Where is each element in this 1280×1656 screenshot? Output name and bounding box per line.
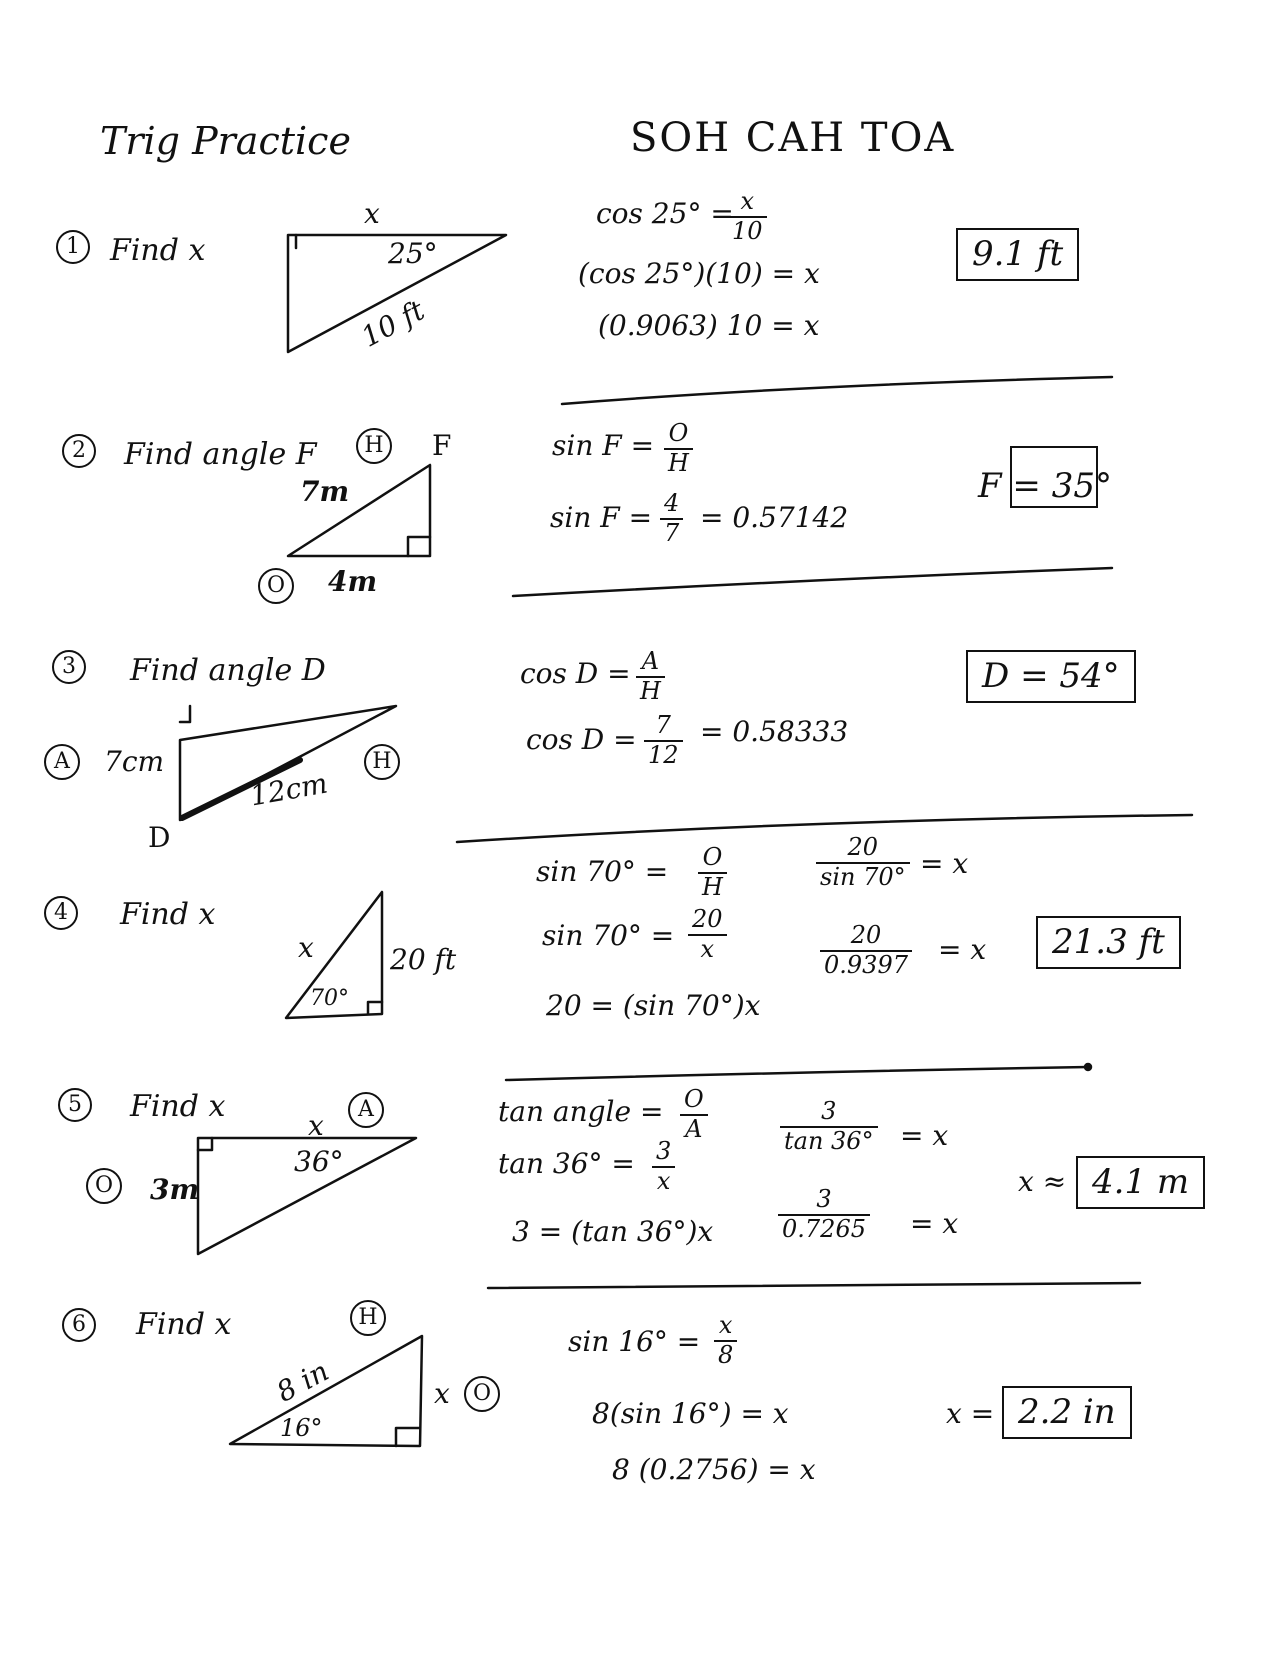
problem-2-work-fraction2 xyxy=(660,490,683,547)
problem-5-work-result1: = x xyxy=(900,1119,949,1152)
fraction-denominator: x xyxy=(656,1166,671,1195)
fraction-denominator: sin 70° xyxy=(820,862,906,891)
problem-4-work-fraction4 xyxy=(820,922,912,979)
problem-6-work-line2: 8(sin 16°) = x xyxy=(592,1397,789,1430)
problem-5-prompt: Find x xyxy=(130,1089,226,1124)
fraction-numerator: 20 xyxy=(688,906,727,936)
problem-1-answer-box: 9.1 ft xyxy=(956,228,1079,281)
page-title: Trig Practice xyxy=(100,119,351,163)
fraction-denominator: H xyxy=(640,676,661,705)
problem-3-vertex-label: D xyxy=(148,821,171,854)
problem-5-number: 5 xyxy=(58,1088,92,1122)
problem-2-work-line2a: sin F = xyxy=(550,501,653,534)
problem-1-work-line1: cos 25° = xyxy=(596,197,734,230)
problem-3-label-hyp: 12cm xyxy=(247,766,331,813)
fraction-numerator: 20 xyxy=(820,922,912,952)
fraction-numerator: O xyxy=(698,844,727,874)
problem-2-label-hyp: 7m xyxy=(300,475,350,508)
problem-6-prompt: Find x xyxy=(136,1307,232,1342)
problem-4-work-fraction3 xyxy=(816,834,910,891)
problem-6-number: 6 xyxy=(62,1308,96,1342)
problem-1-label-hyp: 10 ft xyxy=(355,293,430,354)
fraction-numerator: 3 xyxy=(652,1138,675,1168)
problem-1-work-line3: (0.9063) 10 = x xyxy=(598,309,820,342)
problem-6-h-marker: H xyxy=(350,1300,386,1336)
problem-5-label-side: 3m xyxy=(150,1173,200,1206)
problem-5-label-angle: 36° xyxy=(294,1145,344,1178)
problem-6-work-line3: 8 (0.2756) = x xyxy=(612,1453,816,1486)
problem-2-work-line1: sin F = xyxy=(552,429,655,462)
problem-3-a-marker: A xyxy=(44,744,80,780)
problem-6-answer-prefix: x = xyxy=(946,1397,995,1430)
problem-1-work-fraction xyxy=(728,188,767,245)
divider-2 xyxy=(513,568,1112,596)
fraction-denominator: 12 xyxy=(648,740,679,769)
problem-6-label-hyp: 8 in xyxy=(271,1354,335,1409)
fraction-denominator: 0.9397 xyxy=(824,950,908,979)
problem-2-label-base: 4m xyxy=(328,565,378,598)
fraction-denominator: tan 36° xyxy=(784,1126,874,1155)
problem-2-answer-box xyxy=(1010,446,1098,508)
problem-5-a-marker: A xyxy=(348,1092,384,1128)
problem-3-work-line2a: cos D = xyxy=(526,723,637,756)
problem-3-work-fraction1 xyxy=(636,648,665,705)
problem-4-work-fraction1 xyxy=(698,844,727,901)
problem-4-label-side: 20 ft xyxy=(390,943,457,976)
problem-4-answer-box: 21.3 ft xyxy=(1036,916,1181,969)
problem-5-work-line2a: tan 36° = xyxy=(498,1147,635,1180)
divider-4 xyxy=(506,1067,1088,1080)
problem-3-work-fraction2 xyxy=(644,712,683,769)
problem-5-answer-box: 4.1 m xyxy=(1076,1156,1205,1209)
problem-4-work-line3: 20 = (sin 70°)x xyxy=(546,989,761,1022)
problem-3-work-line1: cos D = xyxy=(520,657,631,690)
problem-4-work-result1: = x xyxy=(920,847,969,880)
fraction-denominator: H xyxy=(702,872,723,901)
problem-2-number: 2 xyxy=(62,434,96,468)
problem-3-prompt: Find angle D xyxy=(130,653,326,688)
problem-2-work-fraction1 xyxy=(664,420,693,477)
problem-4-work-result2: = x xyxy=(938,933,987,966)
problem-6-work-fraction1 xyxy=(714,1312,737,1369)
problem-3-answer-box: D = 54° xyxy=(966,650,1136,703)
divider-1 xyxy=(562,377,1112,404)
problem-5-o-marker: O xyxy=(86,1168,122,1204)
problem-5-work-fraction3 xyxy=(780,1098,878,1155)
fraction-numerator: O xyxy=(664,420,693,450)
fraction-numerator: x xyxy=(714,1312,737,1342)
problem-6-answer-box: 2.2 in xyxy=(1002,1386,1132,1439)
problem-2-h-marker: H xyxy=(356,428,392,464)
problem-4-label-angle: 70° xyxy=(310,986,349,1011)
problem-4-work-line2a: sin 70° = xyxy=(542,919,675,952)
fraction-denominator: x xyxy=(700,934,715,963)
fraction-numerator: 20 xyxy=(816,834,910,864)
fraction-denominator: 7 xyxy=(664,518,680,547)
fraction-denominator: 10 xyxy=(732,216,763,245)
problem-6-work-line1a: sin 16° = xyxy=(568,1325,701,1358)
problem-2-answer: F = 35° xyxy=(978,466,1112,506)
problem-4-label-hyp: x xyxy=(298,931,314,964)
problem-6-label-angle: 16° xyxy=(280,1414,323,1442)
problem-5-work-line3: 3 = (tan 36°)x xyxy=(512,1215,714,1248)
problem-2-work-line2b: = 0.57142 xyxy=(700,501,849,534)
problem-3-h-marker: H xyxy=(364,744,400,780)
problem-5-work-fraction1 xyxy=(680,1086,708,1143)
problem-1-label-top: x xyxy=(364,197,380,230)
problem-1-label-angle: 25° xyxy=(388,237,438,270)
problem-5-work-line1a: tan angle = xyxy=(498,1095,664,1128)
fraction-denominator: H xyxy=(668,448,689,477)
problem-4-work-fraction2 xyxy=(688,906,727,963)
fraction-numerator: 7 xyxy=(644,712,683,742)
problem-5-work-result2: = x xyxy=(910,1207,959,1240)
problem-3-label-side: 7cm xyxy=(104,745,165,778)
problem-4-work-line1a: sin 70° = xyxy=(536,855,669,888)
fraction-numerator: 4 xyxy=(660,490,683,520)
problem-4-prompt: Find x xyxy=(120,897,216,932)
mnemonic-header: SOH CAH TOA xyxy=(630,115,956,161)
problem-6-label-side: x xyxy=(434,1377,450,1410)
fraction-numerator: x xyxy=(728,188,767,218)
problem-1-prompt: Find x xyxy=(110,233,206,268)
fraction-denominator: 8 xyxy=(718,1340,734,1369)
problem-2-vertex-label: F xyxy=(432,429,452,462)
problem-3-work-line2b: = 0.58333 xyxy=(700,715,849,748)
problem-1-number: 1 xyxy=(56,230,90,264)
problem-2-o-marker: O xyxy=(258,568,294,604)
fraction-numerator: 3 xyxy=(780,1098,878,1128)
divider-5 xyxy=(488,1283,1140,1288)
problem-5-answer-prefix: x ≈ xyxy=(1018,1165,1067,1198)
fraction-numerator: 3 xyxy=(778,1186,870,1216)
fraction-numerator: A xyxy=(636,648,665,678)
problem-5-work-fraction2 xyxy=(652,1138,675,1195)
problem-6-o-marker: O xyxy=(464,1376,500,1412)
fraction-denominator: A xyxy=(685,1114,703,1143)
fraction-denominator: 0.7265 xyxy=(782,1214,866,1243)
problem-5-work-fraction4 xyxy=(778,1186,870,1243)
problem-4-number: 4 xyxy=(44,896,78,930)
fraction-numerator: O xyxy=(680,1086,708,1116)
triangle-6 xyxy=(230,1336,422,1446)
problem-1-work-line2: (cos 25°)(10) = x xyxy=(578,257,820,290)
problem-2-prompt: Find angle F xyxy=(124,437,317,472)
problem-5-label-top: x xyxy=(308,1109,324,1142)
problem-3-number: 3 xyxy=(52,650,86,684)
